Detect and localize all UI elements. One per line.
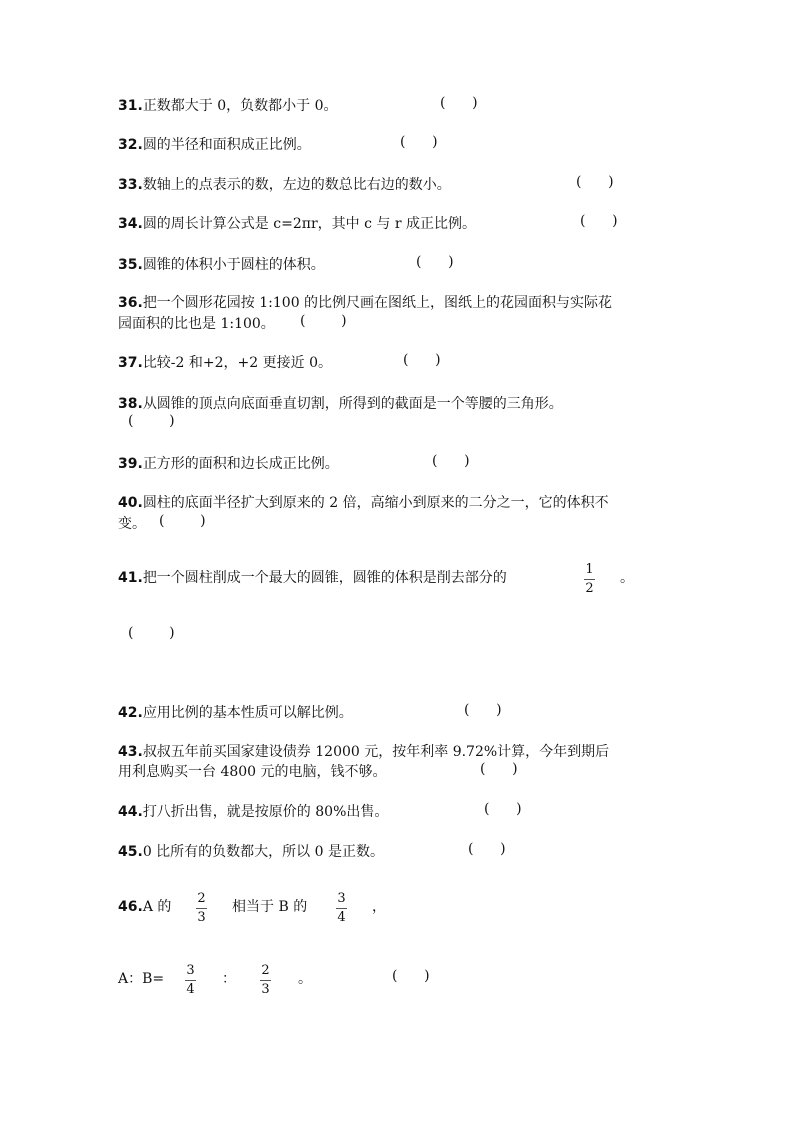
question-text: 0 比所有的负数都大，所以 0 是正数。 (142, 844, 384, 860)
question-number: 32. (118, 137, 143, 153)
fraction-numerator: 3 (337, 891, 346, 906)
question-number: 38. (118, 396, 143, 412)
answer-blank[interactable]: ( ) (128, 625, 175, 641)
question-44 (118, 801, 388, 823)
question-33 (118, 174, 451, 196)
answer-blank[interactable]: ( ) (580, 213, 618, 229)
answer-blank[interactable]: ( ) (392, 968, 430, 984)
fraction-denominator: 2 (585, 581, 594, 596)
question-43-line2 (118, 761, 387, 783)
question-text: 圆柱的底面半径扩大到原来的 2 倍，高缩小到原来的二分之一，它的体积不 (142, 495, 609, 511)
fraction-bar (196, 908, 207, 909)
fraction-denominator: 3 (197, 910, 206, 925)
question-42 (118, 702, 353, 724)
fraction-numerator: 1 (585, 562, 594, 577)
question-38 (118, 393, 563, 415)
fraction-bar (185, 980, 196, 981)
answer-blank[interactable]: ( ) (464, 702, 502, 718)
question-text: 正方形的面积和边长成正比例。 (142, 456, 339, 472)
question-number: 37. (118, 355, 143, 371)
answer-blank[interactable]: ( ) (300, 313, 347, 329)
question-39 (118, 453, 339, 475)
question-number: 40. (118, 495, 143, 511)
question-46 (118, 896, 171, 918)
question-36 (118, 292, 612, 314)
question-36-line2 (118, 313, 275, 335)
question-32 (118, 134, 311, 156)
question-text: 应用比例的基本性质可以解比例。 (142, 705, 353, 721)
question-tail: ， (372, 899, 386, 915)
question-35 (118, 254, 325, 276)
question-text: 正数都大于 0，负数都小于 0。 (142, 98, 338, 114)
question-number: 33. (118, 177, 143, 193)
question-tail: 。 (620, 570, 634, 586)
fraction (336, 892, 347, 925)
fraction-numerator: 2 (261, 963, 270, 978)
answer-blank[interactable]: ( ) (576, 174, 614, 190)
fraction (196, 892, 207, 925)
question-number: 34. (118, 216, 143, 232)
question-number: 46. (118, 899, 143, 915)
answer-blank[interactable]: ( ) (480, 761, 518, 777)
question-text: 变。 (118, 516, 146, 532)
question-number: 42. (118, 705, 143, 721)
question-text-middle: 相当于 B 的 (232, 899, 308, 915)
question-41 (118, 567, 507, 589)
question-number: 36. (118, 295, 143, 311)
question-text: 用利息购买一台 4800 元的电脑，钱不够。 (118, 764, 387, 780)
question-text: 叔叔五年前买国家建设债券 12000 元，按年利率 9.72%计算，今年到期后 (142, 744, 610, 760)
fraction-bar (336, 908, 347, 909)
question-number: 45. (118, 844, 143, 860)
question-number: 41. (118, 570, 143, 586)
question-37 (118, 352, 332, 374)
question-text: 圆锥的体积小于圆柱的体积。 (142, 257, 325, 273)
question-text: 比较-2 和+2，+2 更接近 0。 (142, 355, 332, 371)
answer-blank[interactable]: ( ) (440, 95, 478, 111)
question-number: 31. (118, 98, 143, 114)
question-40 (118, 492, 609, 514)
question-40-line2 (118, 513, 146, 535)
answer-blank[interactable]: ( ) (128, 413, 175, 429)
question-text: 把一个圆形花园按 1:100 的比例尺画在图纸上，图纸上的花园面积与实际花 (142, 295, 613, 311)
answer-blank[interactable]: ( ) (432, 453, 470, 469)
question-text: 园面积的比也是 1:100。 (118, 316, 275, 332)
answer-blank[interactable]: ( ) (416, 254, 454, 270)
fraction-numerator: 2 (197, 891, 206, 906)
question-tail: 。 (298, 971, 312, 987)
question-text: 数轴上的点表示的数，左边的数总比右边的数小。 (142, 177, 451, 193)
question-43 (118, 741, 609, 763)
question-number: 39. (118, 456, 143, 472)
question-text: 圆的周长计算公式是 c=2πr，其中 c 与 r 成正比例。 (142, 216, 476, 232)
fraction-denominator: 4 (186, 982, 195, 997)
fraction (260, 964, 271, 997)
fraction (185, 964, 196, 997)
fraction (584, 563, 595, 596)
answer-blank[interactable]: ( ) (484, 801, 522, 817)
fraction-denominator: 4 (337, 910, 346, 925)
question-45 (118, 841, 384, 863)
ratio-colon: ： (222, 971, 236, 987)
question-46-line2: A：B= (118, 971, 165, 987)
question-31 (118, 95, 338, 117)
fraction-bar (260, 980, 271, 981)
fraction-bar (584, 579, 595, 580)
question-text: A 的 (142, 899, 172, 915)
answer-blank[interactable]: ( ) (468, 841, 506, 857)
fraction-denominator: 3 (261, 982, 270, 997)
question-text: 从圆锥的顶点向底面垂直切割，所得到的截面是一个等腰的三角形。 (142, 396, 563, 412)
question-text: 圆的半径和面积成正比例。 (142, 137, 311, 153)
answer-blank[interactable]: ( ) (400, 134, 438, 150)
fraction-numerator: 3 (186, 963, 195, 978)
question-number: 35. (118, 257, 143, 273)
question-text: 打八折出售，就是按原价的 80%出售。 (142, 804, 389, 820)
answer-blank[interactable]: ( ) (159, 513, 206, 529)
question-number: 43. (118, 744, 143, 760)
answer-blank[interactable]: ( ) (403, 352, 441, 368)
question-number: 44. (118, 804, 143, 820)
question-text: 把一个圆柱削成一个最大的圆锥，圆锥的体积是削去部分的 (142, 570, 507, 586)
question-34 (118, 213, 476, 235)
